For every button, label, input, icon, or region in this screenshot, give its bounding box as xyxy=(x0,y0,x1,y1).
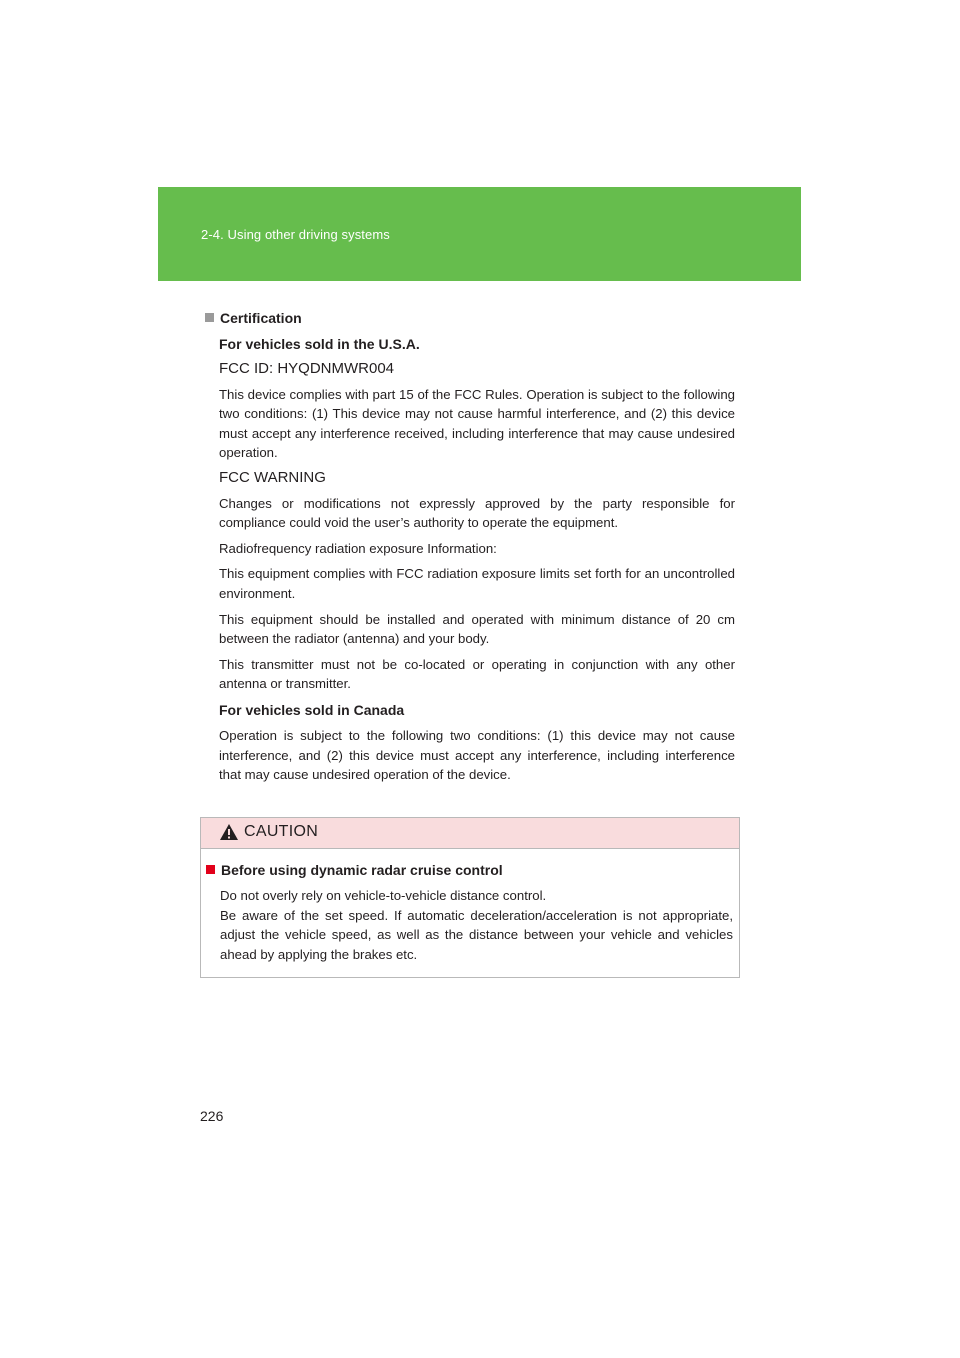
square-bullet-icon xyxy=(206,865,215,874)
usa-paragraph-4: This equipment complies with FCC radiation exposure limits set forth for an uncontrolled environment. xyxy=(219,566,735,601)
square-bullet-icon xyxy=(205,313,214,322)
caution-line-1: Do not overly rely on vehicle-to-vehicle distance control. xyxy=(220,888,547,903)
fcc-warning-title: FCC WARNING xyxy=(219,468,326,486)
canada-heading: For vehicles sold in Canada xyxy=(219,701,405,718)
caution-box xyxy=(200,817,740,978)
usa-paragraph-6: This transmitter must not be co-located or operating in conjunction with any other antenna or transmitter. xyxy=(219,656,735,692)
usa-paragraph-5: This equipment should be installed and operated with minimum distance of 20 cm between the radiator (antenna) and your body. xyxy=(219,611,735,647)
certification-heading xyxy=(205,308,735,328)
caution-header xyxy=(201,818,739,849)
caution-text xyxy=(220,886,733,964)
certification-body xyxy=(219,334,735,785)
caution-title: CAUTION xyxy=(244,823,319,840)
caution-heading xyxy=(206,860,739,880)
certification-heading-text: Certification xyxy=(220,310,302,326)
usa-paragraph-3: Radiofrequency radiation exposure Information: xyxy=(219,540,497,556)
usa-paragraph-1: This device complies with part 15 of the FCC Rules. Operation is subject to the following two conditions: (1) This device may not cause harmful interference, and (2) this device must accept any interference received, including interference that may cause undesired operation. xyxy=(219,386,735,461)
warning-triangle-icon xyxy=(219,823,239,841)
caution-body xyxy=(201,849,739,964)
caution-heading-text: Before using dynamic radar cruise control xyxy=(221,862,503,878)
section-header-band xyxy=(158,187,801,281)
certification-section xyxy=(205,308,735,785)
usa-heading: For vehicles sold in the U.S.A. xyxy=(219,336,420,352)
usa-paragraph-2: Changes or modifications not expressly approved by the party responsible for compliance could void the user’s authority to operate the equipment. xyxy=(219,495,735,531)
canada-paragraph-1: Operation is subject to the following two conditions: (1) this device may not cause interference, and (2) this device must accept any interference, including interference that may cause undesired operation of the device. xyxy=(219,727,735,783)
caution-line-2: Be aware of the set speed. If automatic deceleration/acceleration is not appropriate, adjust the vehicle speed, as well as the distance between your vehicle and vehicles ahead by applying the brakes etc. xyxy=(220,907,733,962)
fcc-id: FCC ID: HYQDNMWR004 xyxy=(219,360,395,377)
section-title: 2-4. Using other driving systems xyxy=(201,227,390,242)
page-number: 226 xyxy=(200,1108,224,1124)
